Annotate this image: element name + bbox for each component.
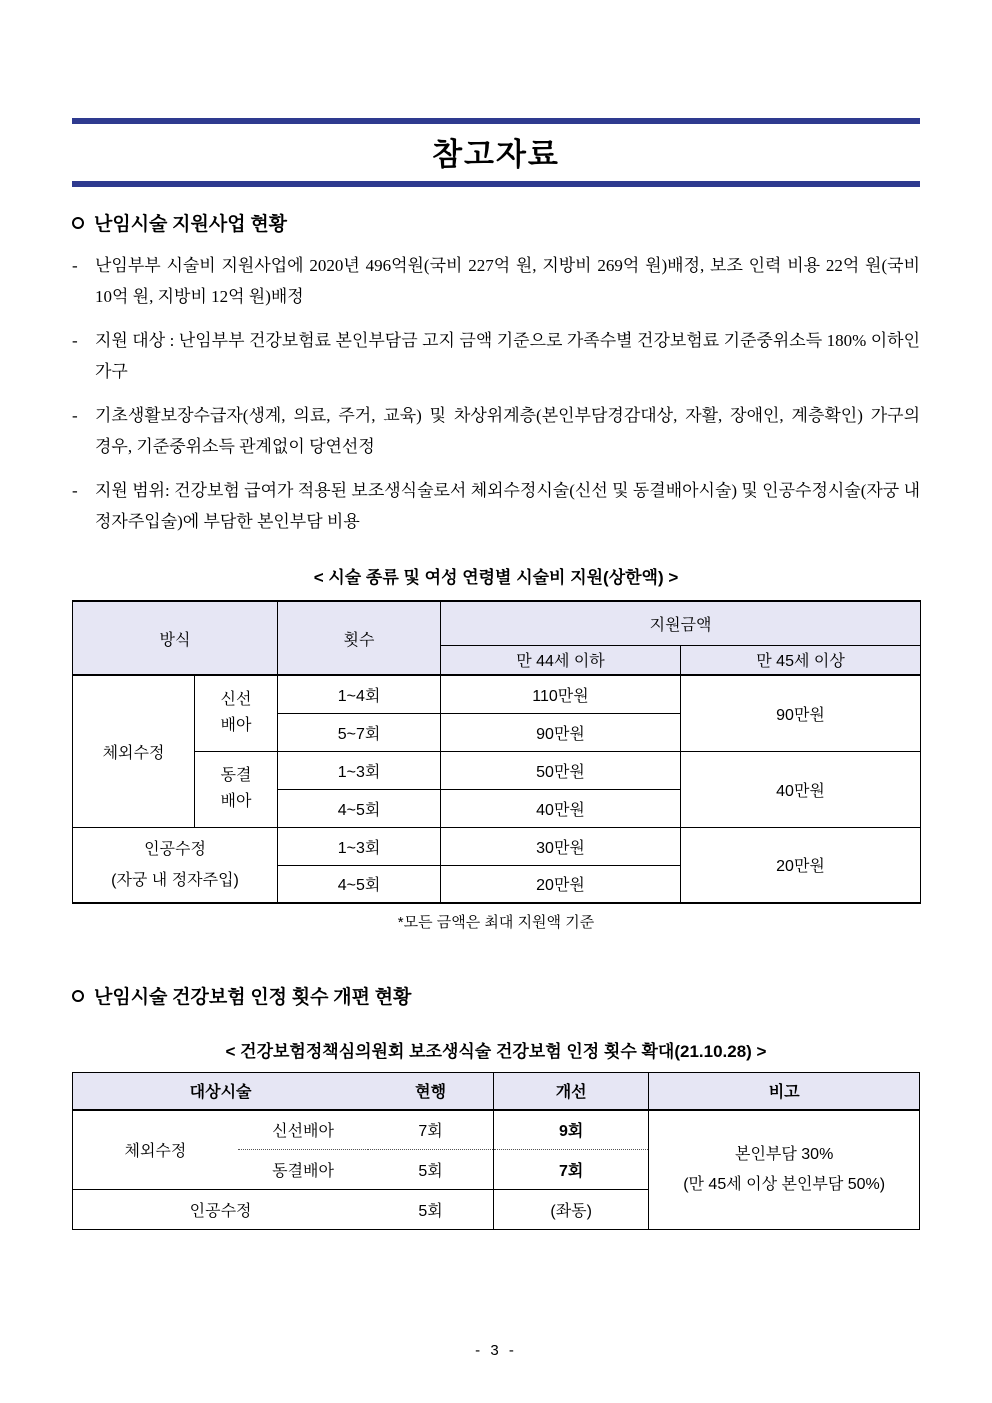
table-caption-support-amount: < 시술 종류 및 여성 연령별 시술비 지원(상한액) > bbox=[313, 568, 679, 587]
cell-under44: 20만원 bbox=[441, 865, 681, 903]
table-footnote: *모든 금액은 최대 지원액 기준 bbox=[397, 914, 595, 931]
table-row bbox=[73, 751, 921, 789]
label-line: 배아 bbox=[220, 793, 252, 810]
section-heading-text: 난임시술 건강보험 인정 횟수 개편 현황 bbox=[94, 987, 412, 1008]
header-cell-over45: 만 45세 이상 bbox=[681, 645, 921, 675]
cell-sub-method: 동결배아 bbox=[238, 1150, 368, 1190]
cell-ivf-label: 체외수정 bbox=[73, 1110, 238, 1190]
label-line: 동결 bbox=[220, 767, 252, 784]
cell-note bbox=[649, 1110, 920, 1230]
bullet-text: 기초생활보장수급자(생계, 의료, 주거, 교육) 및 차상위계층(본인부담경감대상, 자활, 장애인, 계층확인) 가구의 경우, 기준중위소득 관계없이 당연선정 bbox=[95, 406, 920, 456]
bullet-text: 지원 대상 : 난임부부 건강보험료 본인부담금 고지 금액 기준으로 가족수별 건강보험료 기준중위소득 180% 이하인 가구 bbox=[95, 331, 920, 381]
cell-count: 5~7회 bbox=[278, 713, 441, 751]
cell-count: 4~5회 bbox=[278, 865, 441, 903]
table-caption-insurance-expansion: < 건강보험정책심의원회 보조생식술 건강보험 인정 횟수 확대(21.10.28) > bbox=[225, 1042, 767, 1061]
label-line: (자궁 내 정자주입) bbox=[111, 871, 239, 889]
title-bottom-rule bbox=[72, 181, 920, 187]
section-heading-insurance-count bbox=[72, 982, 920, 1009]
circle-bullet-icon bbox=[72, 217, 84, 229]
cell-iui-label: 인공수정 bbox=[189, 1203, 252, 1220]
label-line: 인공수정 bbox=[144, 840, 206, 858]
cell-fresh-embryo-label bbox=[195, 675, 278, 751]
cell-under44: 50만원 bbox=[441, 751, 681, 789]
table-row bbox=[73, 675, 921, 713]
bullet-text: 지원 범위: 건강보험 급여가 적용된 보조생식술로서 체외수정시술(신선 및 동결배아시술) 및 인공수정시술(자궁 내 정자주입술)에 부담한 본인부담 비용 bbox=[95, 481, 920, 531]
dash-marker: - bbox=[72, 406, 78, 425]
cell-iui-label bbox=[73, 827, 278, 903]
cell-ivf-label: 체외수정 bbox=[73, 675, 195, 827]
note-line: 본인부담 30% bbox=[735, 1145, 834, 1163]
list-item bbox=[72, 250, 920, 312]
cell-count: 4~5회 bbox=[278, 789, 441, 827]
dash-marker: - bbox=[72, 256, 78, 275]
page-number: - 3 - bbox=[475, 1342, 517, 1359]
cell-sub-method: 신선배아 bbox=[238, 1110, 368, 1150]
header-cell-target: 대상시술 bbox=[73, 1073, 369, 1110]
cell-current: 5회 bbox=[418, 1203, 443, 1220]
cell-over45-iui: 20만원 bbox=[681, 827, 921, 903]
header-cell-under44: 만 44세 이하 bbox=[441, 645, 681, 675]
cell-count: 1~3회 bbox=[278, 751, 441, 789]
list-item bbox=[72, 400, 920, 462]
page-title: 참고자료 bbox=[432, 137, 560, 172]
header-cell-amount: 지원금액 bbox=[441, 601, 921, 645]
support-amount-table bbox=[72, 600, 921, 904]
cell-improved: (좌동) bbox=[493, 1190, 648, 1230]
dash-marker: - bbox=[72, 481, 78, 500]
dash-marker: - bbox=[72, 331, 78, 350]
bullet-list bbox=[72, 250, 920, 537]
insurance-count-table bbox=[72, 1072, 920, 1230]
cell-over45-fresh: 90만원 bbox=[681, 675, 921, 751]
cell-count: 1~4회 bbox=[278, 675, 441, 713]
bullet-text: 난임부부 시술비 지원사업에 2020년 496억원(국비 227억 원, 지방비 269억 원)배정, 보조 인력 비용 22억 원(국비 10억 원, 지방비 12억 원)배정 bbox=[95, 256, 920, 306]
title-banner bbox=[72, 118, 920, 187]
cell-frozen-embryo-label bbox=[195, 751, 278, 827]
cell-current: 5회 bbox=[368, 1150, 493, 1190]
cell-under44: 110만원 bbox=[441, 675, 681, 713]
header-cell-note: 비고 bbox=[649, 1073, 920, 1110]
document-content bbox=[72, 118, 920, 1230]
header-cell-method: 방식 bbox=[73, 601, 278, 675]
list-item bbox=[72, 475, 920, 537]
cell-improved: 7회 bbox=[493, 1150, 648, 1190]
cell-under44: 40만원 bbox=[441, 789, 681, 827]
cell-over45-frozen: 40만원 bbox=[681, 751, 921, 827]
header-cell-improved: 개선 bbox=[493, 1073, 648, 1110]
label-line: 배아 bbox=[220, 717, 252, 735]
cell-current: 7회 bbox=[368, 1110, 493, 1150]
section-heading-support-program bbox=[72, 209, 920, 236]
section-heading-text: 난임시술 지원사업 현황 bbox=[94, 214, 288, 235]
list-item bbox=[72, 325, 920, 387]
label-line: 신선 bbox=[220, 691, 252, 709]
cell-under44: 90만원 bbox=[441, 713, 681, 751]
note-line: (만 45세 이상 본인부담 50%) bbox=[683, 1175, 886, 1193]
circle-bullet-icon bbox=[72, 990, 84, 1002]
cell-improved: 9회 bbox=[493, 1110, 648, 1150]
table-row bbox=[73, 1110, 920, 1150]
table-row bbox=[73, 827, 921, 865]
cell-count: 1~3회 bbox=[278, 827, 441, 865]
cell-under44: 30만원 bbox=[441, 827, 681, 865]
header-cell-current: 현행 bbox=[368, 1073, 493, 1110]
header-cell-count: 횟수 bbox=[278, 601, 441, 675]
